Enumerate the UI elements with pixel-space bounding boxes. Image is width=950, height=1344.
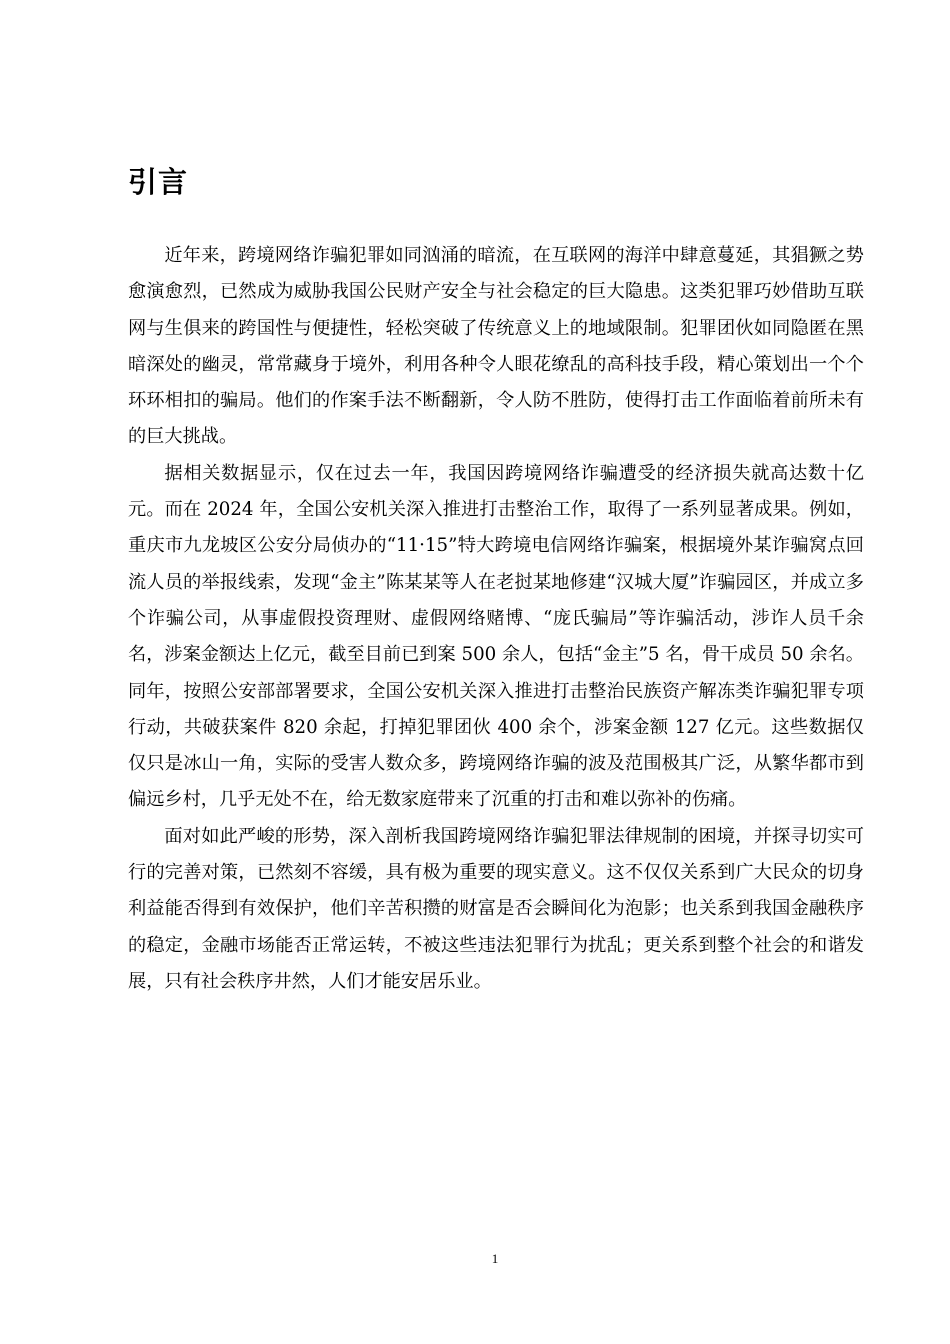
paragraph-2: 据相关数据显示，仅在过去一年，我国因跨境网络诈骗遭受的经济损失就高达数十亿元。而在 2024 年，全国公安机关深入推进打击整治工作，取得了一系列显著成果。例如，重庆市九龙坡区公安分局侦办的“11·15”特大跨境电信网络诈骗案，根据境外某诈骗窝点回流人员的举报线索，发现“金主”陈某某等人在老挝某地修建“汉城大厦”诈骗园区，并成立多个诈骗公司，从事虚假投资理财、虚假网络赌博、“庞氏骗局”等诈骗活动，涉诈人员千余名，涉案金额达上亿元，截至目前已到案 500 余人，包括“金主”5 名，骨干成员 50 余名。同年，按照公安部部署要求，全国公安机关深入推进打击整治民族资产解冻类诈骗犯罪专项行动，共破获案件 820 余起，打掉犯罪团伙 400 余个，涉案金额 127 亿元。这些数据仅仅只是冰山一角，实际的受害人数众多，跨境网络诈骗的波及范围极其广泛，从繁华都市到偏远乡村，几乎无处不在，给无数家庭带来了沉重的打击和难以弥补的伤痛。: [128, 462, 864, 811]
paragraph-3: 面对如此严峻的形势，深入剖析我国跨境网络诈骗犯罪法律规制的困境，并探寻切实可行的完善对策，已然刻不容缓，具有极为重要的现实意义。这不仅仅关系到广大民众的切身利益能否得到有效保护，他们辛苦积攒的财富是否会瞬间化为泡影；也关系到我国金融秩序的稳定，金融市场能否正常运转，不被这些违法犯罪行为扰乱；更关系到整个社会的和谐发展，只有社会秩序井然，人们才能安居乐业。: [128, 825, 864, 992]
body-text: [128, 238, 864, 1000]
paragraph-1: 近年来，跨境网络诈骗犯罪如同汹涌的暗流，在互联网的海洋中肆意蔓延，其猖獗之势愈演愈烈，已然成为威胁我国公民财产安全与社会稳定的巨大隐患。这类犯罪巧妙借助互联网与生俱来的跨国性与便捷性，轻松突破了传统意义上的地域限制。犯罪团伙如同隐匿在黑暗深处的幽灵，常常藏身于境外，利用各种令人眼花缭乱的高科技手段，精心策划出一个个环环相扣的骗局。他们的作案手法不断翻新，令人防不胜防，使得打击工作面临着前所未有的巨大挑战。: [128, 245, 864, 448]
section-heading: 引言: [128, 165, 189, 199]
page-number: 1: [491, 1251, 499, 1266]
